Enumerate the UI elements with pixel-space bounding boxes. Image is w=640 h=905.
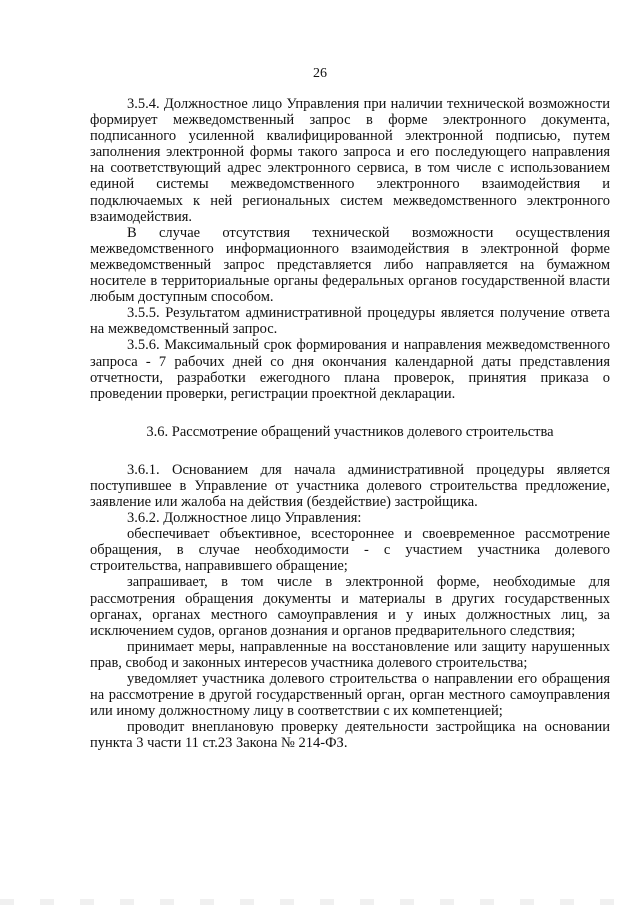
list-item-conducts-inspection: проводит внеплановую проверку деятельности застройщика на основании пункта 3 части 11 ст.23 Закона № 214-ФЗ. xyxy=(90,719,610,752)
list-item-takes-measures: принимает меры, направленные на восстановление или защиту нарушенных прав, свобод и законных интересов участника долевого строительства; xyxy=(90,638,610,671)
list-item-notifies-participant: уведомляет участника долевого строительства о направлении его обращения на рассмотрение в другой государственный орган, орган местного самоуправления или иному должностному лицу в соответствии с их компетенцией; xyxy=(90,671,610,720)
paragraph-3-5-4: 3.5.4. Должностное лицо Управления при наличии технической возможности формирует межведомственный запрос в форме электронного документа, подписанного усиленной квалифицированной электронной подписью, путем заполнения электронной формы такого запроса и его последующего направления на соответствующий адрес электронного сервиса, в том числе с использованием единой системы межведомственного электронного взаимодействия и подключаемых к ней региональных систем межведомственного электронного взаимодействия. xyxy=(90,96,610,225)
page-number: 26 xyxy=(313,66,327,81)
paragraph-3-5-6: 3.5.6. Максимальный срок формирования и направления межведомственного запроса - 7 рабочих дней со дня окончания календарной даты представления отчетности, разработки ежегодного плана проверок, принятия приказа о проведении проверки, регистрации проектной декларации. xyxy=(90,337,610,402)
list-item-requests-documents: запрашивает, в том числе в электронной форме, необходимые для рассмотрения обращения документы и материалы в других государственных органах, органах местного самоуправления и у иных должностных лиц, за исключением судов, органов дознания и органов предварительного следствия; xyxy=(90,574,610,639)
section-heading-3-6: 3.6. Рассмотрение обращений участников долевого строительства xyxy=(146,423,554,440)
paragraph-3-5-5: 3.5.5. Результатом административной процедуры является получение ответа на межведомственный запрос. xyxy=(90,305,610,338)
list-item-ensures-review: обеспечивает объективное, всестороннее и своевременное рассмотрение обращения, в случае необходимости - с участием участника долевого строительства, направившего обращение; xyxy=(90,526,610,575)
paragraph-no-technical-possibility: В случае отсутствия технической возможности осуществления межведомственного информационного взаимодействия в электронной форме межведомственный запрос представляется либо направляется на бумажном носителе в территориальные органы федеральных органов государственной власти любым доступным способом. xyxy=(90,224,610,306)
page-content xyxy=(90,96,610,751)
scan-bottom-edge xyxy=(0,899,640,905)
paragraph-3-6-2: 3.6.2. Должностное лицо Управления: xyxy=(127,510,362,527)
paragraph-3-6-1: 3.6.1. Основанием для начала административной процедуры является поступившее в Управление от участника долевого строительства предложение, заявление или жалоба на действия (бездействие) застройщика. xyxy=(90,461,610,510)
